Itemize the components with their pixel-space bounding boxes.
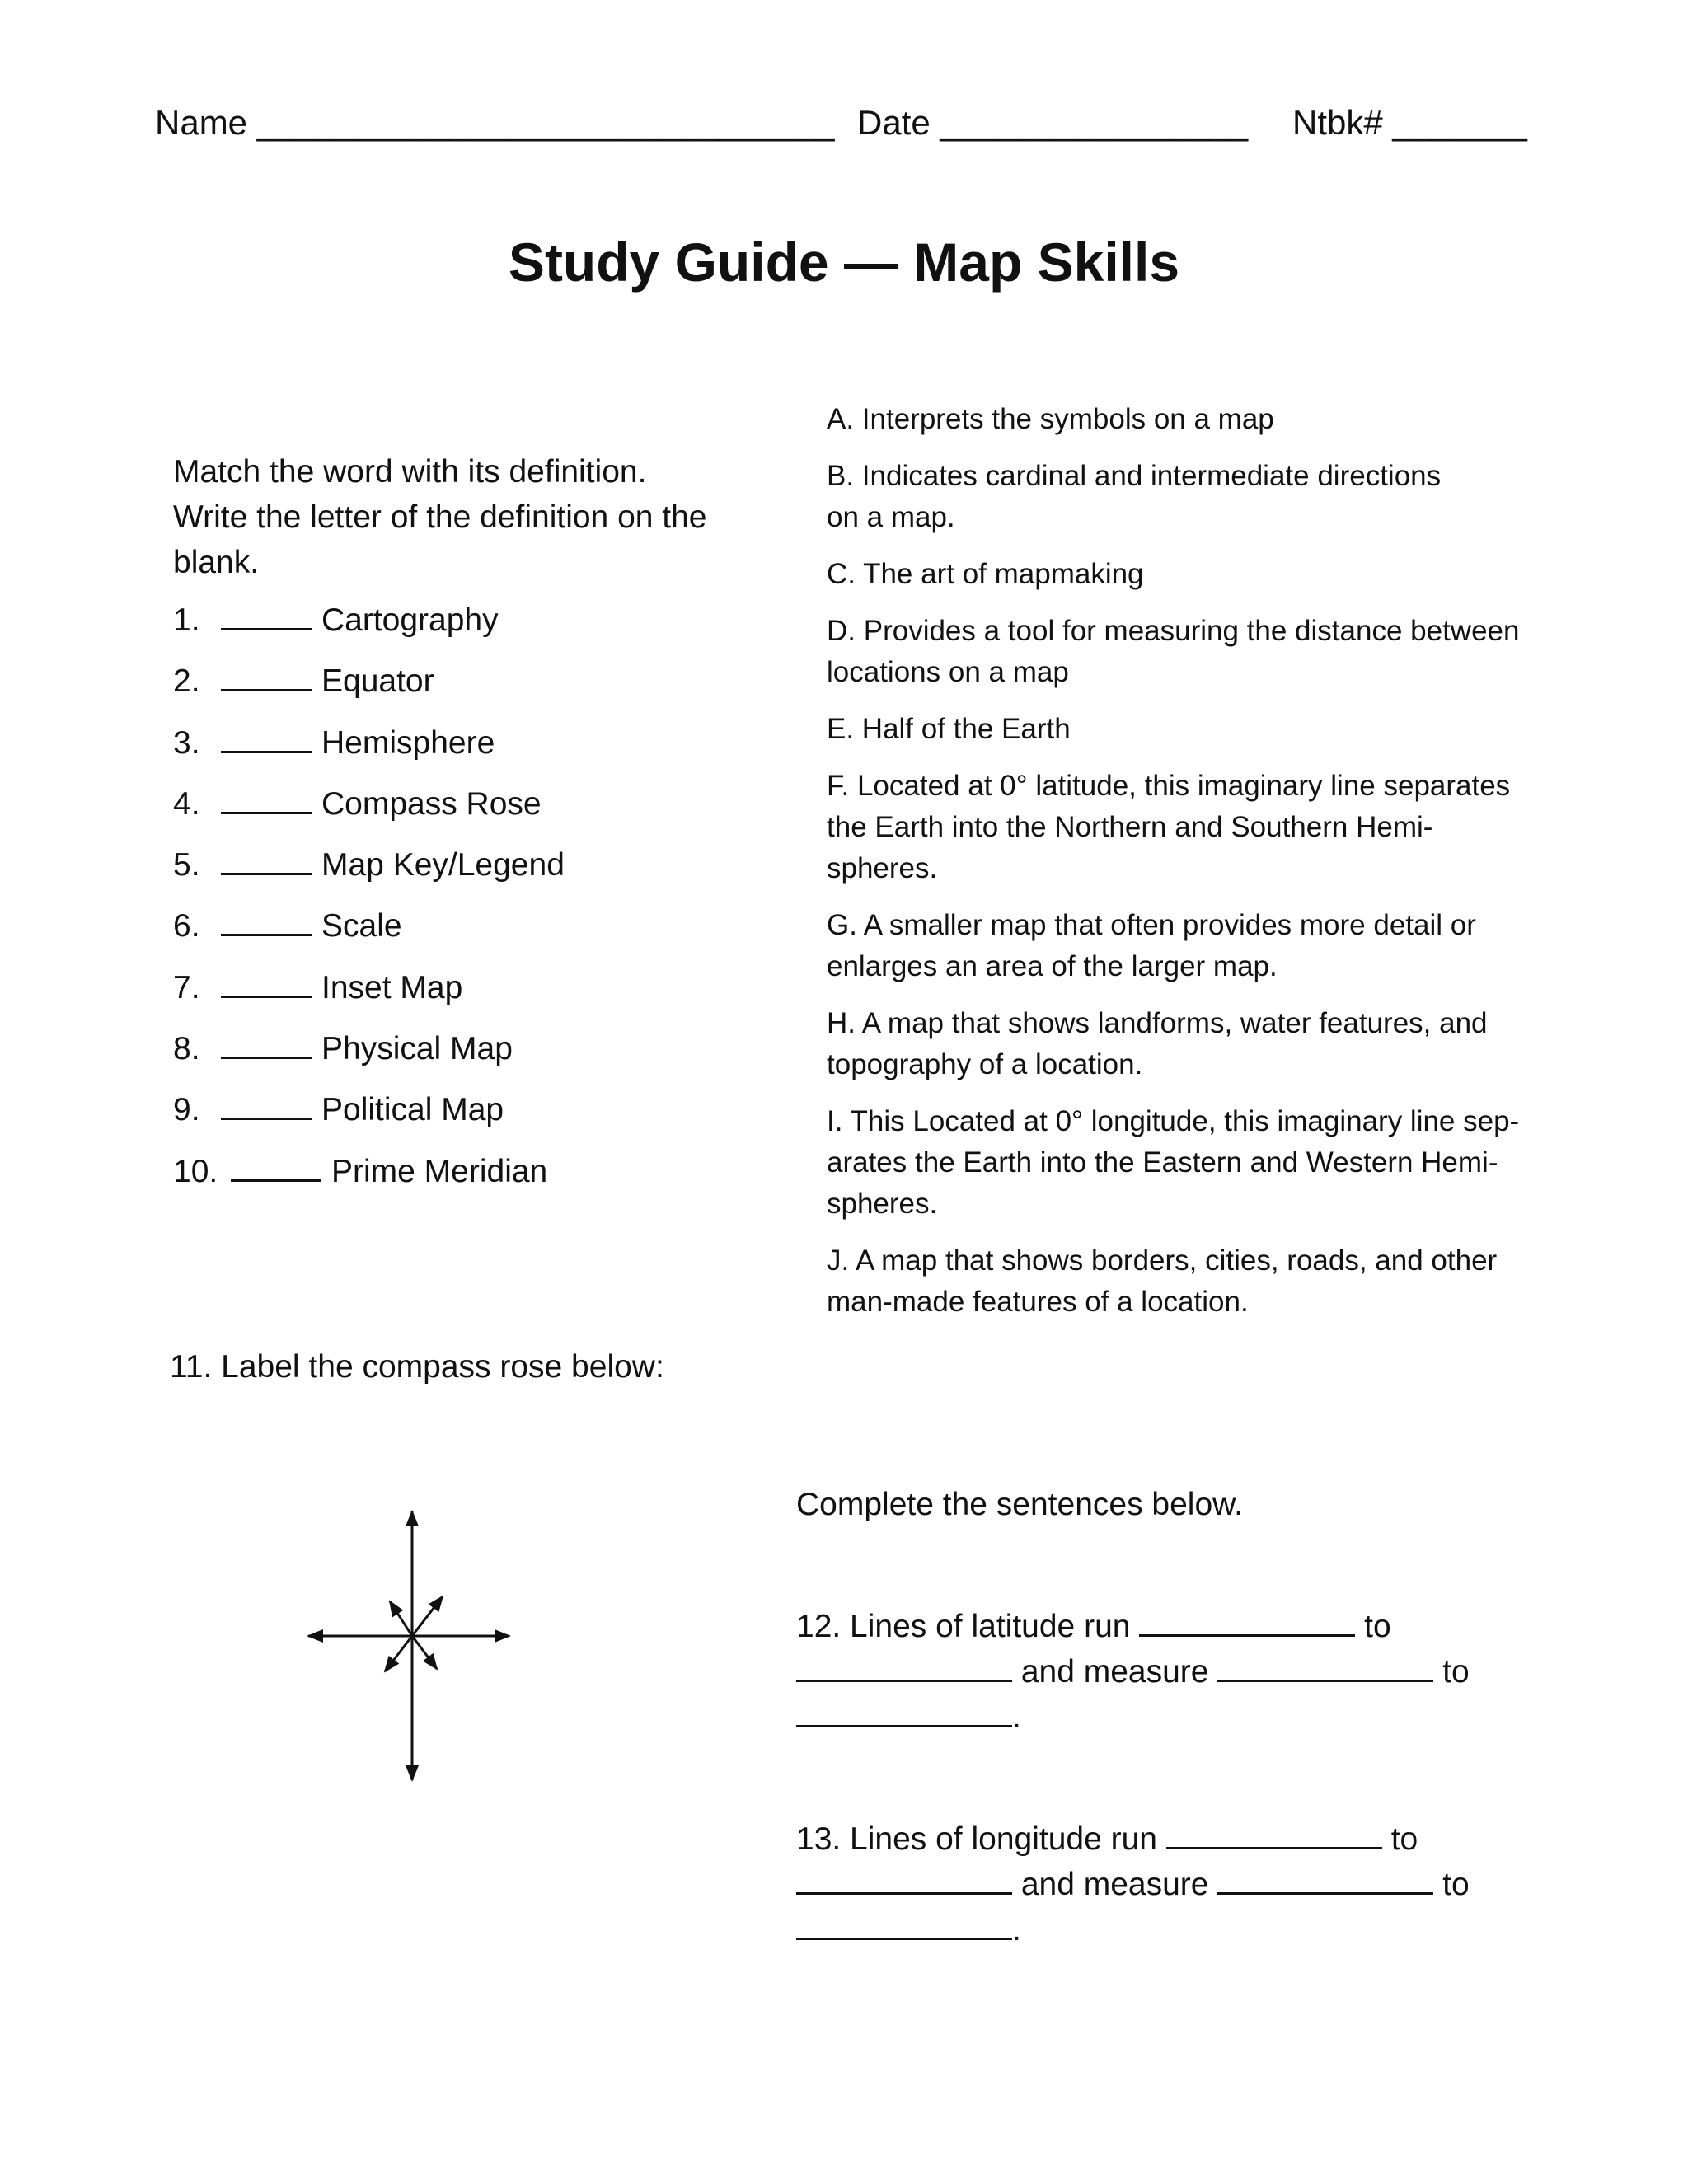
item-number: 2. (173, 663, 200, 700)
question-13-to: to (1442, 1867, 1470, 1902)
question-12-measure: and measure (1020, 1654, 1209, 1690)
definition-f (827, 766, 1568, 889)
term: Inset Map (321, 969, 463, 1005)
answer-blank[interactable] (221, 848, 312, 875)
answer-blank[interactable] (221, 726, 312, 753)
answer-blank[interactable] (221, 1093, 312, 1120)
matching-list (173, 598, 565, 1210)
definition-line: man-made features of a location. (827, 1286, 1249, 1318)
page-title: Study Guide — Map Skills (508, 232, 1180, 293)
definition-b (827, 456, 1568, 538)
definition-h (827, 1003, 1568, 1085)
term: Hemisphere (321, 724, 495, 761)
answer-blank[interactable] (221, 1032, 312, 1059)
instruction-line: Match the word with its definition. (173, 454, 647, 490)
matching-item (173, 842, 565, 903)
definition-line: spheres. (827, 1188, 938, 1220)
compass-southwest-arrow (385, 1636, 412, 1671)
definition-line: arates the Earth into the Eastern and Western Hemi- (827, 1146, 1498, 1179)
term: Physical Map (321, 1031, 513, 1067)
name-field-label: Name ______________________________ (155, 103, 835, 142)
question-13-prefix: 13. Lines of longitude run (796, 1821, 1157, 1857)
fill-in-blank[interactable] (1217, 1655, 1433, 1682)
definition-line: enlarges an area of the larger map. (827, 950, 1278, 982)
matching-item (173, 1026, 565, 1087)
matching-item (173, 658, 565, 719)
question-12-prefix: 12. Lines of latitude run (796, 1609, 1131, 1644)
term: Compass Rose (321, 785, 542, 822)
matching-instructions (173, 449, 767, 585)
definition-line: D. Provides a tool for measuring the distance between (827, 615, 1520, 647)
definition-a (827, 399, 1568, 440)
fill-in-blank[interactable] (1217, 1868, 1433, 1895)
item-number: 4. (173, 785, 200, 822)
matching-item (173, 903, 565, 964)
term: Scale (321, 908, 402, 944)
matching-item (173, 781, 565, 842)
compass-southeast-arrow (412, 1636, 437, 1669)
question-12-to: to (1442, 1654, 1470, 1690)
definition-line: C. The art of mapmaking (827, 558, 1144, 590)
compass-northeast-arrow (412, 1596, 443, 1636)
item-number: 6. (173, 908, 200, 944)
definition-line: B. Indicates cardinal and intermediate directions (827, 460, 1442, 492)
definition-line: A. Interprets the symbols on a map (827, 403, 1274, 435)
fill-in-blank[interactable] (796, 1655, 1012, 1682)
matching-item (173, 1149, 565, 1210)
term: Political Map (321, 1092, 504, 1128)
item-number: 8. (173, 1031, 200, 1067)
definition-line: I. This Located at 0° longitude, this imaginary line sep- (827, 1105, 1520, 1137)
term: Cartography (321, 602, 499, 638)
term: Map Key/Legend (321, 847, 565, 883)
compass-rose-icon (297, 1500, 528, 1797)
item-number: 9. (173, 1092, 200, 1128)
matching-item (173, 965, 565, 1026)
compass-northwest-arrow (390, 1601, 412, 1636)
fill-in-blank[interactable] (1166, 1822, 1382, 1849)
item-number: 10. (173, 1153, 218, 1189)
answer-blank[interactable] (231, 1155, 321, 1182)
term: Prime Meridian (331, 1153, 548, 1189)
matching-item (173, 598, 565, 658)
fill-in-blank[interactable] (796, 1700, 1012, 1727)
definition-line: J. A map that shows borders, cities, roads, and other (827, 1244, 1498, 1277)
definition-line: the Earth into the Northern and Southern Hemi- (827, 811, 1433, 843)
definition-line: spheres. (827, 852, 938, 884)
item-number: 1. (173, 602, 200, 638)
question-13-to: to (1390, 1821, 1418, 1857)
matching-item (173, 720, 565, 781)
definition-i (827, 1101, 1568, 1225)
definition-line: E. Half of the Earth (827, 713, 1071, 745)
question-12 (796, 1604, 1620, 1740)
sentences-intro: Complete the sentences below. (796, 1487, 1244, 1522)
answer-blank[interactable] (221, 787, 312, 814)
item-number: 3. (173, 724, 200, 761)
item-number: 5. (173, 847, 200, 883)
definition-d (827, 611, 1568, 693)
fill-in-blank[interactable] (796, 1868, 1012, 1895)
question-12-end: . (1012, 1699, 1021, 1735)
definition-line: on a map. (827, 501, 955, 533)
definition-line: F. Located at 0° latitude, this imaginary line separates (827, 770, 1511, 802)
question-13-end: . (1012, 1912, 1021, 1947)
definition-line: topography of a location. (827, 1048, 1143, 1080)
question-12-to: to (1364, 1609, 1391, 1644)
question-11-label: 11. Label the compass rose below: (170, 1349, 664, 1385)
definition-e (827, 709, 1568, 750)
fill-in-blank[interactable] (1139, 1610, 1355, 1637)
definition-line: G. A smaller map that often provides more detail or (827, 909, 1476, 941)
question-13-measure: and measure (1020, 1867, 1209, 1902)
answer-blank[interactable] (221, 664, 312, 691)
answer-blank[interactable] (221, 971, 312, 998)
definitions-list (827, 399, 1568, 1338)
definition-line: H. A map that shows landforms, water features, and (827, 1007, 1488, 1039)
instruction-line: blank. (173, 545, 260, 580)
instruction-line: Write the letter of the definition on the (173, 499, 707, 535)
answer-blank[interactable] (221, 909, 312, 936)
date-field-label: Date ________________ (857, 103, 1249, 142)
answer-blank[interactable] (221, 603, 312, 630)
sentence-completion-section (796, 1482, 1620, 2029)
definition-c (827, 554, 1568, 595)
fill-in-blank[interactable] (796, 1913, 1012, 1940)
definition-g (827, 905, 1568, 987)
matching-item (173, 1087, 565, 1148)
term: Equator (321, 663, 434, 700)
question-13 (796, 1816, 1620, 1952)
notebook-number-label: Ntbk# _______ (1292, 103, 1527, 142)
definition-j (827, 1240, 1568, 1323)
item-number: 7. (173, 969, 200, 1005)
definition-line: locations on a map (827, 656, 1069, 688)
